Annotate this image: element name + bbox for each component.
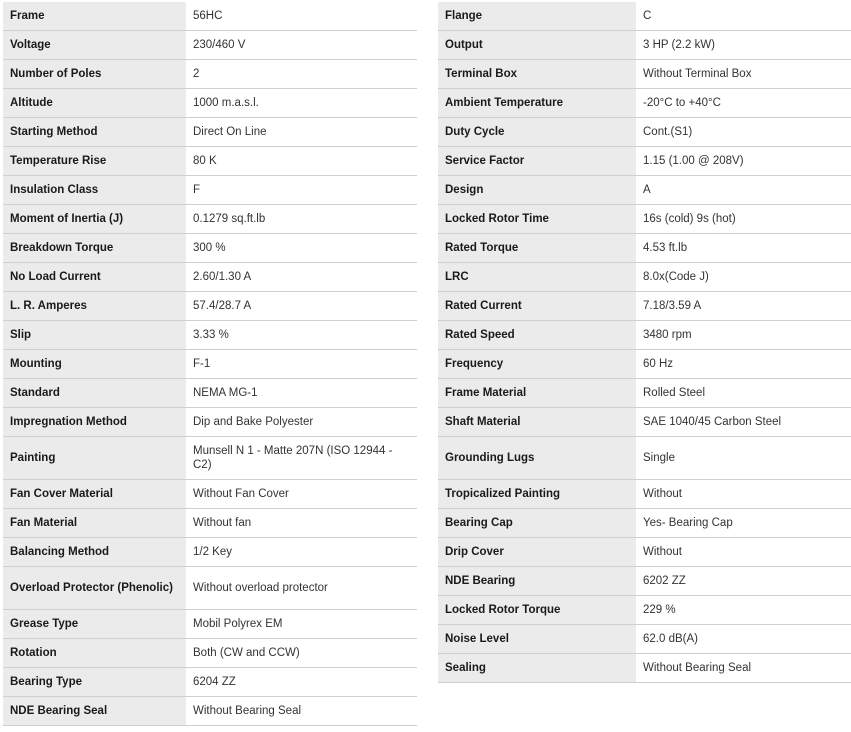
spec-row bbox=[438, 654, 851, 683]
spec-row bbox=[3, 350, 417, 379]
spec-row bbox=[438, 205, 851, 234]
spec-value: 8.0x(Code J) bbox=[636, 263, 851, 292]
spec-row bbox=[3, 292, 417, 321]
spec-row bbox=[3, 379, 417, 408]
spec-row bbox=[3, 205, 417, 234]
spec-row bbox=[438, 60, 851, 89]
spec-value: 0.1279 sq.ft.lb bbox=[186, 205, 417, 234]
spec-value: 1/2 Key bbox=[186, 538, 417, 567]
spec-label: Temperature Rise bbox=[3, 147, 186, 176]
spec-value: A bbox=[636, 176, 851, 205]
spec-value: Without Bearing Seal bbox=[636, 654, 851, 683]
spec-row bbox=[438, 625, 851, 654]
spec-row bbox=[438, 234, 851, 263]
spec-value: 1000 m.a.s.l. bbox=[186, 89, 417, 118]
spec-value: Without Terminal Box bbox=[636, 60, 851, 89]
spec-row bbox=[3, 31, 417, 60]
spec-label: Moment of Inertia (J) bbox=[3, 205, 186, 234]
spec-value: Without bbox=[636, 480, 851, 509]
spec-label: Drip Cover bbox=[438, 538, 636, 567]
spec-row bbox=[3, 610, 417, 639]
spec-label: Insulation Class bbox=[3, 176, 186, 205]
spec-row bbox=[438, 379, 851, 408]
spec-row bbox=[438, 480, 851, 509]
spec-value: 6202 ZZ bbox=[636, 567, 851, 596]
spec-row bbox=[438, 292, 851, 321]
spec-row bbox=[438, 408, 851, 437]
spec-label: Rotation bbox=[3, 639, 186, 668]
spec-value: 3.33 % bbox=[186, 321, 417, 350]
spec-row bbox=[3, 147, 417, 176]
spec-row bbox=[3, 567, 417, 610]
spec-row bbox=[3, 2, 417, 31]
spec-value: -20°C to +40°C bbox=[636, 89, 851, 118]
spec-row bbox=[3, 60, 417, 89]
spec-row bbox=[438, 89, 851, 118]
spec-label: Service Factor bbox=[438, 147, 636, 176]
spec-row bbox=[438, 538, 851, 567]
spec-value: C bbox=[636, 2, 851, 31]
spec-label: Breakdown Torque bbox=[3, 234, 186, 263]
spec-value: Without bbox=[636, 538, 851, 567]
spec-value: 2 bbox=[186, 60, 417, 89]
spec-value: Without fan bbox=[186, 509, 417, 538]
spec-label: Bearing Type bbox=[3, 668, 186, 697]
spec-row bbox=[3, 697, 417, 726]
spec-row bbox=[438, 437, 851, 480]
spec-value: Without overload protector bbox=[186, 567, 417, 610]
spec-label: Grease Type bbox=[3, 610, 186, 639]
spec-label: Number of Poles bbox=[3, 60, 186, 89]
spec-value: 57.4/28.7 A bbox=[186, 292, 417, 321]
spec-value: Mobil Polyrex EM bbox=[186, 610, 417, 639]
spec-value: 60 Hz bbox=[636, 350, 851, 379]
spec-row bbox=[438, 321, 851, 350]
spec-row bbox=[3, 89, 417, 118]
spec-value: 300 % bbox=[186, 234, 417, 263]
spec-label: Slip bbox=[3, 321, 186, 350]
spec-label: Shaft Material bbox=[438, 408, 636, 437]
spec-row bbox=[3, 538, 417, 567]
spec-row bbox=[438, 263, 851, 292]
spec-row bbox=[438, 147, 851, 176]
spec-label: Flange bbox=[438, 2, 636, 31]
spec-label: Overload Protector (Phenolic) bbox=[3, 567, 186, 610]
spec-value: NEMA MG-1 bbox=[186, 379, 417, 408]
right-spec-table bbox=[438, 2, 851, 683]
spec-row bbox=[438, 509, 851, 538]
spec-value: 4.53 ft.lb bbox=[636, 234, 851, 263]
spec-value: 7.18/3.59 A bbox=[636, 292, 851, 321]
spec-value: 6204 ZZ bbox=[186, 668, 417, 697]
spec-value: 2.60/1.30 A bbox=[186, 263, 417, 292]
spec-label: Standard bbox=[3, 379, 186, 408]
spec-label: Starting Method bbox=[3, 118, 186, 147]
spec-label: Tropicalized Painting bbox=[438, 480, 636, 509]
spec-label: NDE Bearing Seal bbox=[3, 697, 186, 726]
spec-label: Fan Material bbox=[3, 509, 186, 538]
spec-value: Direct On Line bbox=[186, 118, 417, 147]
spec-row bbox=[3, 480, 417, 509]
spec-label: Frame Material bbox=[438, 379, 636, 408]
spec-value: 80 K bbox=[186, 147, 417, 176]
spec-label: Painting bbox=[3, 437, 186, 480]
spec-label: L. R. Amperes bbox=[3, 292, 186, 321]
spec-row bbox=[3, 408, 417, 437]
spec-value: 1.15 (1.00 @ 208V) bbox=[636, 147, 851, 176]
spec-row bbox=[3, 234, 417, 263]
spec-value: Yes- Bearing Cap bbox=[636, 509, 851, 538]
spec-value: 56HC bbox=[186, 2, 417, 31]
spec-value: 3480 rpm bbox=[636, 321, 851, 350]
spec-value: Dip and Bake Polyester bbox=[186, 408, 417, 437]
spec-label: Balancing Method bbox=[3, 538, 186, 567]
spec-row bbox=[438, 118, 851, 147]
spec-label: Terminal Box bbox=[438, 60, 636, 89]
spec-label: Rated Current bbox=[438, 292, 636, 321]
spec-value: Both (CW and CCW) bbox=[186, 639, 417, 668]
spec-label: Mounting bbox=[3, 350, 186, 379]
spec-row bbox=[3, 437, 417, 480]
spec-value: Without Bearing Seal bbox=[186, 697, 417, 726]
spec-value: Cont.(S1) bbox=[636, 118, 851, 147]
spec-row bbox=[3, 639, 417, 668]
spec-value: 3 HP (2.2 kW) bbox=[636, 31, 851, 60]
spec-label: Output bbox=[438, 31, 636, 60]
spec-value: Single bbox=[636, 437, 851, 480]
spec-row bbox=[3, 118, 417, 147]
spec-label: Altitude bbox=[3, 89, 186, 118]
spec-label: Sealing bbox=[438, 654, 636, 683]
spec-value: 16s (cold) 9s (hot) bbox=[636, 205, 851, 234]
spec-value: F bbox=[186, 176, 417, 205]
spec-label: Rated Speed bbox=[438, 321, 636, 350]
spec-row bbox=[438, 350, 851, 379]
spec-value: Rolled Steel bbox=[636, 379, 851, 408]
left-spec-table bbox=[3, 2, 417, 726]
spec-row bbox=[438, 31, 851, 60]
spec-row bbox=[438, 596, 851, 625]
spec-value: F-1 bbox=[186, 350, 417, 379]
spec-value: SAE 1040/45 Carbon Steel bbox=[636, 408, 851, 437]
spec-value: 229 % bbox=[636, 596, 851, 625]
spec-row bbox=[3, 668, 417, 697]
spec-row bbox=[3, 321, 417, 350]
spec-value: 62.0 dB(A) bbox=[636, 625, 851, 654]
spec-label: Frame bbox=[3, 2, 186, 31]
spec-row bbox=[3, 509, 417, 538]
spec-label: Noise Level bbox=[438, 625, 636, 654]
spec-value: Without Fan Cover bbox=[186, 480, 417, 509]
spec-row bbox=[3, 263, 417, 292]
spec-label: Voltage bbox=[3, 31, 186, 60]
spec-label: Duty Cycle bbox=[438, 118, 636, 147]
spec-value: 230/460 V bbox=[186, 31, 417, 60]
spec-label: Fan Cover Material bbox=[3, 480, 186, 509]
spec-row bbox=[438, 567, 851, 596]
spec-label: Ambient Temperature bbox=[438, 89, 636, 118]
spec-label: NDE Bearing bbox=[438, 567, 636, 596]
spec-row bbox=[438, 2, 851, 31]
spec-row bbox=[438, 176, 851, 205]
spec-label: No Load Current bbox=[3, 263, 186, 292]
spec-label: Design bbox=[438, 176, 636, 205]
spec-label: Rated Torque bbox=[438, 234, 636, 263]
spec-label: Locked Rotor Torque bbox=[438, 596, 636, 625]
spec-row bbox=[3, 176, 417, 205]
spec-label: Impregnation Method bbox=[3, 408, 186, 437]
spec-label: Grounding Lugs bbox=[438, 437, 636, 480]
spec-label: Locked Rotor Time bbox=[438, 205, 636, 234]
spec-value: Munsell N 1 - Matte 207N (ISO 12944 - C2) bbox=[186, 437, 417, 480]
spec-label: Bearing Cap bbox=[438, 509, 636, 538]
spec-label: Frequency bbox=[438, 350, 636, 379]
spec-label: LRC bbox=[438, 263, 636, 292]
